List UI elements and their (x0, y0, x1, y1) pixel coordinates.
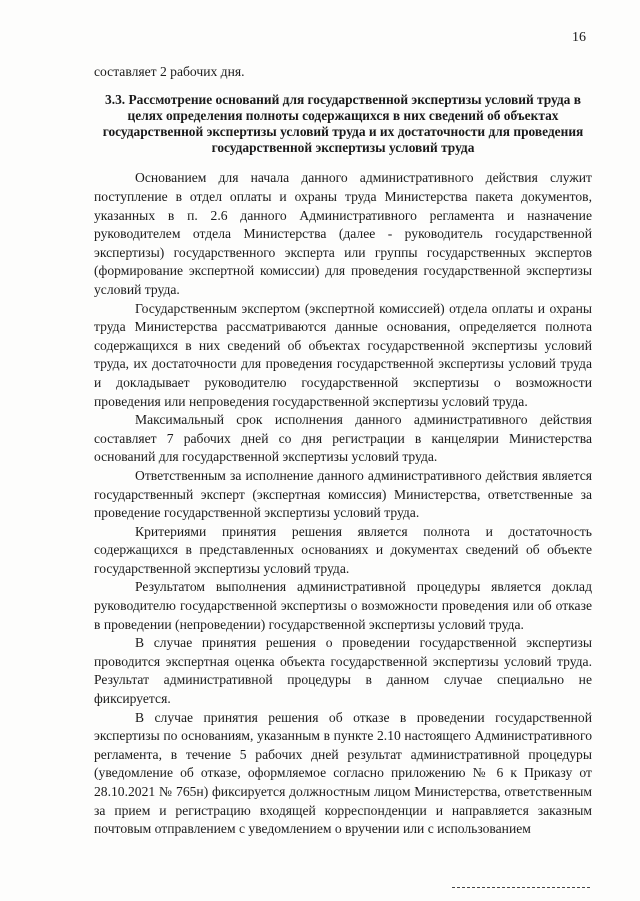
paragraph-result: Результатом выполнения административной процедуры является доклад руководителю государственной экспертизы о возможности проведения или об отказе в проведении (непроведении) государственной экспертизы условий труда. (94, 579, 592, 632)
paragraph-deadline: Максимальный срок исполнения данного административного действия составляет 7 рабочих дней со дня регистрации в канцелярии Министерства оснований для государственной экспертизы условий труда. (94, 412, 592, 465)
paragraph-approval-case: В случае принятия решения о проведении государственной экспертизы проводится экспертная оценка объекта государственной экспертизы условий труда. Результат административной процедуры в данном случае специально не фиксируется. (94, 635, 592, 707)
paragraph-responsible: Ответственным за исполнение данного административного действия является государственный эксперт (экспертная комиссия) Министерства, ответственные за проведение государственной экспертизы условий труда. (94, 467, 592, 521)
page-number: 16 (572, 30, 586, 45)
document-body (94, 63, 592, 839)
footer-divider (452, 887, 590, 888)
paragraph-refusal-case: В случае принятия решения об отказе в проведении государственной экспертизы по основаниям, указанным в пункте 2.10 настоящего Административного регламента, в течение 5 рабочих дней результат административной процедуры (уведомление об отказе, оформляемое согласно приложению № 6 к Приказу от 28.10.2021 № 765н) фиксируется должностным лицом Министерства, ответственным за прием и регистрацию входящей корреспонденции и направляется заказным почтовым отправлением с уведомлением о вручении или с использованием (94, 709, 592, 837)
paragraph-criteria: Критериями принятия решения является полнота и достаточность содержащихся в представленных основаниях и документах сведений об объекте государственной экспертизы условий труда. (94, 523, 592, 576)
paragraph-expert-review: Государственным экспертом (экспертной комиссией) отдела оплаты и охраны труда Министерства рассматриваются данные основания, определяется полнота содержащихся в них сведений об объектах государственной экспертизы условий труда, их достаточности для проведения государственной экспертизы условий труда и докладывает руководителю государственной экспертизы о возможности проведения или непроведения государственной экспертизы условий труда. (94, 300, 592, 409)
continuation-line: составляет 2 рабочих дня. (94, 64, 245, 79)
section-heading: 3.3. Рассмотрение оснований для государственной экспертизы условий труда в целях определения полноты содержащихся в них сведений об объектах государственной экспертизы условий труда и их достаточности для проведения государственной экспертизы условий труда (102, 91, 584, 156)
paragraph-basis: Основанием для начала данного административного действия служит поступление в отдел оплаты и охраны труда Министерства пакета документов, указанных в п. 2.6 данного Административного регламента и назначение руководителем отдела Министерства (далее - руководитель государственной экспертизы) государственного эксперта или группы государственных экспертов (формирование экспертной комиссии) для проведения государственной экспертизы условий труда. (94, 170, 592, 297)
